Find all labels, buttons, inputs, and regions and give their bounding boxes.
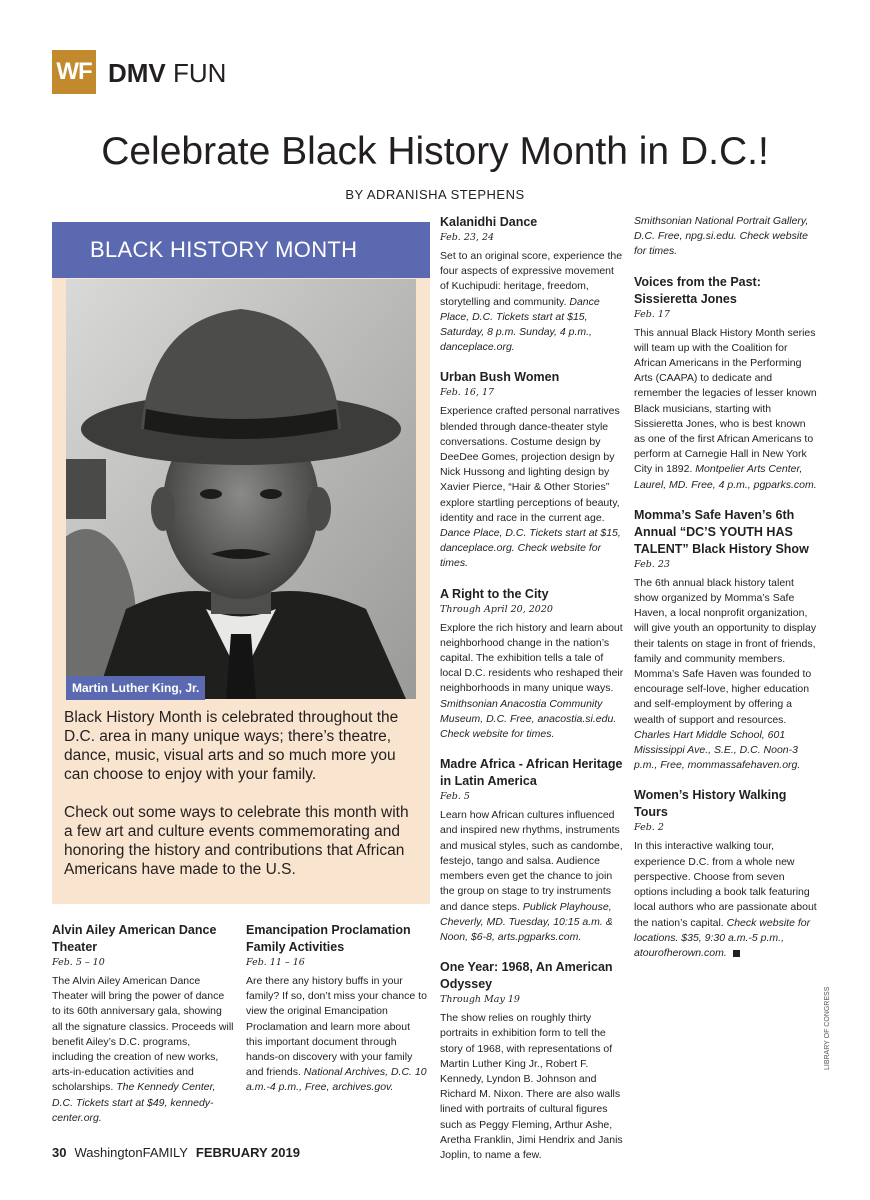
byline: BY ADRANISHA STEPHENS	[345, 187, 525, 202]
issue-date: FEBRUARY 2019	[195, 1145, 300, 1160]
event-info: National Archives, D.C. 10 a.m.-4 p.m., Free, archives.gov.	[246, 1066, 427, 1094]
event-info: Smithsonian Anacostia Community Museum, D.C. Free, anacostia.si.edu. Check website for times.	[440, 697, 617, 741]
event-info: Smithsonian National Portrait Gallery, D.C. Free, npg.si.edu. Check website for times.	[634, 215, 809, 258]
intro-paragraph: Check out some ways to celebrate this month with a few art and culture events commemorating and honoring the history and contributions that African Americans have made to the U.S.	[64, 804, 409, 878]
section-label	[108, 58, 226, 89]
event-info: Check website for locations. $35, 9:30 a.m.-5 p.m., atourofherown.com.	[634, 916, 811, 959]
event-info: Publick Playhouse, Cheverly, MD. Tuesday, 10:15 a.m. & Noon, $6-8, arts.pgparks.com.	[440, 900, 613, 943]
event-description: The 6th annual black history talent show organized by Momma’s Safe Haven, a local nonprofit organization, will give youth an opportunity to display their talents on stage in front of friends, family and community members. Momma’s Safe Haven was founded to encourage self-love, higher education and self-employment by offering a wealth of support and resources. Charles Hart Middle School, 601 Mississippi Ave., S.E., D.C. Noon-3 p.m., Free, mommassafehaven.org.	[634, 576, 817, 772]
article-title: Celebrate Black History Month in D.C.!	[101, 130, 769, 173]
event-listing	[246, 922, 428, 1096]
event-description	[634, 214, 818, 260]
listing-column-right	[634, 214, 818, 975]
logo-wf: WF	[52, 50, 96, 94]
feature-intro	[64, 708, 420, 898]
event-title: Alvin Ailey American Dance Theater	[52, 923, 217, 954]
event-listing	[440, 369, 624, 571]
page-footer	[52, 1145, 300, 1160]
event-description: Are there any history buffs in your family? If so, don’t miss your chance to view the original Emancipation Proclamation and learn more about this important document through hands-on discovery with your family and friends. National Archives, D.C. 10 a.m.-4 p.m., Free, archives.gov.	[246, 975, 427, 1094]
event-date: Feb. 11 – 16	[246, 957, 305, 968]
event-date: Feb. 17	[634, 308, 670, 320]
event-listing-continued	[634, 214, 818, 260]
event-listing	[440, 959, 624, 1163]
event-description: In this interactive walking tour, experience D.C. from a whole new perspective. Choose from seven options including a book talk featuring local authors who are passionate about the nation’s capital. Check website for locations. $35, 9:30 a.m.-5 p.m., atourofherown.com.	[634, 840, 817, 959]
event-listing	[440, 756, 624, 945]
event-info: Dance Place, D.C. Tickets start at $15, danceplace.org. Check website for times.	[440, 527, 621, 570]
event-date: Feb. 16, 17	[440, 387, 495, 399]
photo-caption: Martin Luther King, Jr.	[66, 676, 205, 700]
listing-column-middle	[440, 214, 624, 1177]
photo-credit: LIBRARY OF CONGRESS	[824, 986, 831, 1070]
event-description: The show relies on roughly thirty portraits in exhibition form to tell the story of 1968, with representations of Martin Luther King Jr., Robert F. Kennedy, Lyndon B. Johnson and Richard M. Nixon. There are also walls lined with portraits of cultural figures such as Peggy Fleming, Arthur Ashe, Aretha Franklin, Jimi Hendrix and Janis Joplin, to name a few.	[440, 1012, 623, 1161]
event-title: Women’s History Walking Tours	[634, 788, 787, 820]
event-description: Explore the rich history and learn about neighborhood change in the nation’s capital. The exhibition tells a tale of local D.C. residents who reshaped their neighborhoods in many unique ways. Smithsonian Anacostia Community Museum, D.C. Free, anacostia.si.edu. Check website for times.	[440, 621, 624, 741]
publication-name: WashingtonFAMILY	[74, 1145, 188, 1160]
mlk-portrait-photo	[66, 279, 416, 699]
event-title: Emancipation Proclamation Family Activities	[246, 923, 411, 954]
intro-paragraph: Black History Month is celebrated throughout the D.C. area in many unique ways; there’s theatre, dance, music, visual arts and so much more you can choose to enjoy with your family.	[64, 709, 399, 783]
event-title: Urban Bush Women	[440, 370, 560, 385]
event-listing	[440, 214, 624, 355]
event-listing	[634, 507, 818, 774]
event-title: Momma’s Safe Haven’s 6th Annual “DC’S YOUTH HAS TALENT” Black History Show	[634, 507, 809, 556]
listing-column-bottom-middle	[246, 922, 428, 1110]
event-description: Experience crafted personal narratives blended through dance-theater style conversations. Costume design by DeeDee Gomes, projection design by Nick Hussong and lighting design by Xavier Pierce, “Hair & Other Stories” explore startling perceptions of beauty, identity and race in the current age. Dance Place, D.C. Tickets start at $15, danceplace.org. Check website for times.	[440, 405, 621, 570]
event-description: Learn how African cultures influenced and inspired new rhythms, instruments and musical styles, such as candombe, festejo, tango and salsa. Audience members even get the chance to join the group on stage to try instruments and dance steps. Publick Playhouse, Cheverly, MD. Tuesday, 10:15 a.m. & Noon, $6-8, arts.pgparks.com.	[440, 809, 623, 943]
page-number: 30	[52, 1145, 67, 1160]
event-listing	[440, 586, 624, 743]
event-date: Feb. 5	[440, 791, 470, 803]
event-info: Montpelier Arts Center, Laurel, MD. Free, 4 p.m., pgparks.com.	[634, 463, 817, 491]
event-info: The Kennedy Center, D.C. Tickets start at $49, kennedy-center.org.	[52, 1081, 216, 1124]
event-listing	[634, 787, 818, 961]
section-label-light: FUN	[173, 58, 227, 88]
event-date: Through April 20, 2020	[440, 603, 553, 615]
event-description: Set to an original score, experience the four aspects of expressive movement of Kuchipudi: heritage, freedom, storytelling and community. Dance Place, D.C. Tickets start at $15, Saturday, 8 p.m. Sunday, 4 p.m., danceplace.org.	[440, 250, 623, 354]
end-square-icon	[733, 950, 740, 957]
event-title: Madre Africa - African Heritage in Latin America	[440, 757, 623, 789]
event-info: Charles Hart Middle School, 601 Mississippi Ave., S.E., D.C. Noon-3 p.m., Free, mommassafehaven.org.	[634, 728, 801, 772]
event-info: Dance Place, D.C. Tickets start at $15, Saturday, 8 p.m. Sunday, 4 p.m., danceplace.org.	[440, 295, 600, 354]
event-description: The Alvin Ailey American Dance Theater will bring the power of dance to its 60th anniversary gala, showing all the signature classics. Proceeds will benefit Ailey’s D.C. programs, including the creation of new works, arts-in-education activities and scholarships. The Kennedy Center, D.C. Tickets start at $49, kennedy-center.org.	[52, 975, 234, 1124]
event-date: Feb. 2	[634, 822, 664, 834]
event-date: Feb. 23	[634, 558, 670, 570]
event-title: Kalanidhi Dance	[440, 215, 538, 229]
listing-column-bottom-left	[52, 922, 234, 1140]
event-title: Voices from the Past: Sissieretta Jones	[634, 274, 761, 306]
event-title: One Year: 1968, An American Odyssey	[440, 960, 613, 992]
event-date: Through May 19	[440, 994, 520, 1006]
section-label-bold: DMV	[108, 58, 166, 88]
event-date: Feb. 5 – 10	[52, 957, 105, 968]
event-listing	[634, 274, 818, 493]
event-listing	[52, 922, 234, 1126]
event-date: Feb. 23, 24	[440, 232, 495, 243]
event-description: This annual Black History Month series will team up with the Coalition for African Americans in the Performing Arts (CAAPA) to dedicate and remember the legacies of lesser known Black musicians, starting with Sissieretta Jones, who is best known as one of the first African Americans to perform at Carnegie Hall in New York City in 1892. Montpelier Arts Center, Laurel, MD. Free, 4 p.m., pgparks.com.	[634, 326, 817, 491]
event-title: A Right to the City	[440, 586, 549, 601]
feature-heading: BLACK HISTORY MONTH	[52, 222, 430, 278]
